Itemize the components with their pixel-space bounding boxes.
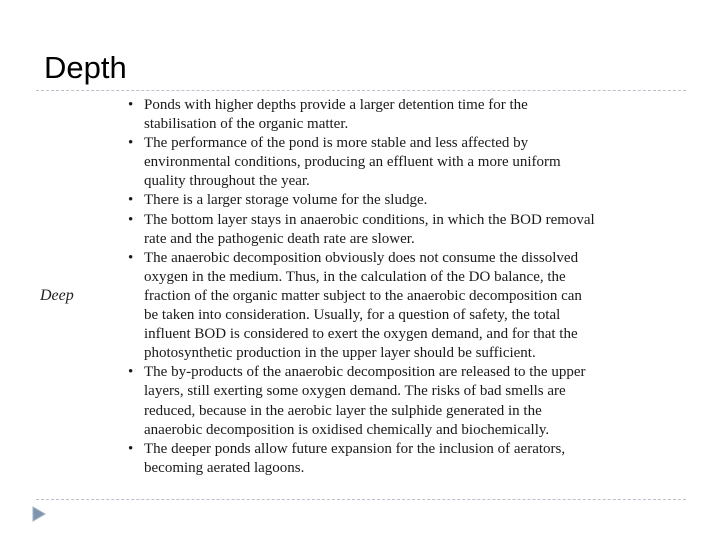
list-item: [128, 96, 668, 134]
bullet-text: The bottom layer stays in anaerobic conditions, in which the BOD removal rate and the pathogenic death rate are slower.: [144, 211, 595, 247]
bullet-dot: •: [128, 192, 134, 209]
bullet-text: The by-products of the anaerobic decomposition are released to the upper layers, still exerting some oxygen demand. The risks of bad smells are reduced, because in the aerobic layer the sulphide generated in the anaerobic decomposition is oxidised chemically and biochemically.: [144, 364, 586, 438]
bullet-dot: •: [128, 364, 134, 381]
bottom-divider: [36, 499, 686, 500]
list-item: [128, 191, 668, 210]
bullet-dot: •: [128, 249, 134, 266]
list-item: [128, 211, 668, 249]
list-item: [128, 440, 668, 478]
bullet-text: The deeper ponds allow future expansion for the inclusion of aerators, becoming aerated lagoons.: [144, 440, 566, 476]
bullet-text: There is a larger storage volume for the sludge.: [144, 192, 428, 209]
list-item: [128, 363, 668, 439]
bullet-text: Ponds with higher depths provide a larger detention time for the stabilisation of the organic matter.: [144, 97, 528, 133]
bullet-dot: •: [128, 97, 134, 113]
bullet-list: [128, 96, 668, 478]
bullet-dot: •: [128, 211, 134, 228]
row-label: Deep: [40, 287, 74, 304]
list-item: [128, 134, 668, 191]
slide-title: Depth: [44, 50, 127, 85]
play-triangle-icon[interactable]: [32, 506, 46, 522]
bullet-dot: •: [128, 440, 134, 457]
list-item: [128, 249, 668, 364]
bullet-dot: •: [128, 135, 134, 152]
bullet-text: The anaerobic decomposition obviously does not consume the dissolved oxygen in the medium. Thus, in the calculation of the DO balance, the fraction of the organic matter subject to the anaerobic decomposition can be taken into consideration. Usually, for a question of safety, the total influent BOD is considered to exert the oxygen demand, and for that the photosynthetic production in the upper layer should be sufficient.: [144, 249, 582, 362]
bullet-text: The performance of the pond is more stable and less affected by environmental conditions, producing an effluent with a more uniform quality throughout the year.: [144, 135, 561, 190]
top-divider: [36, 90, 686, 91]
